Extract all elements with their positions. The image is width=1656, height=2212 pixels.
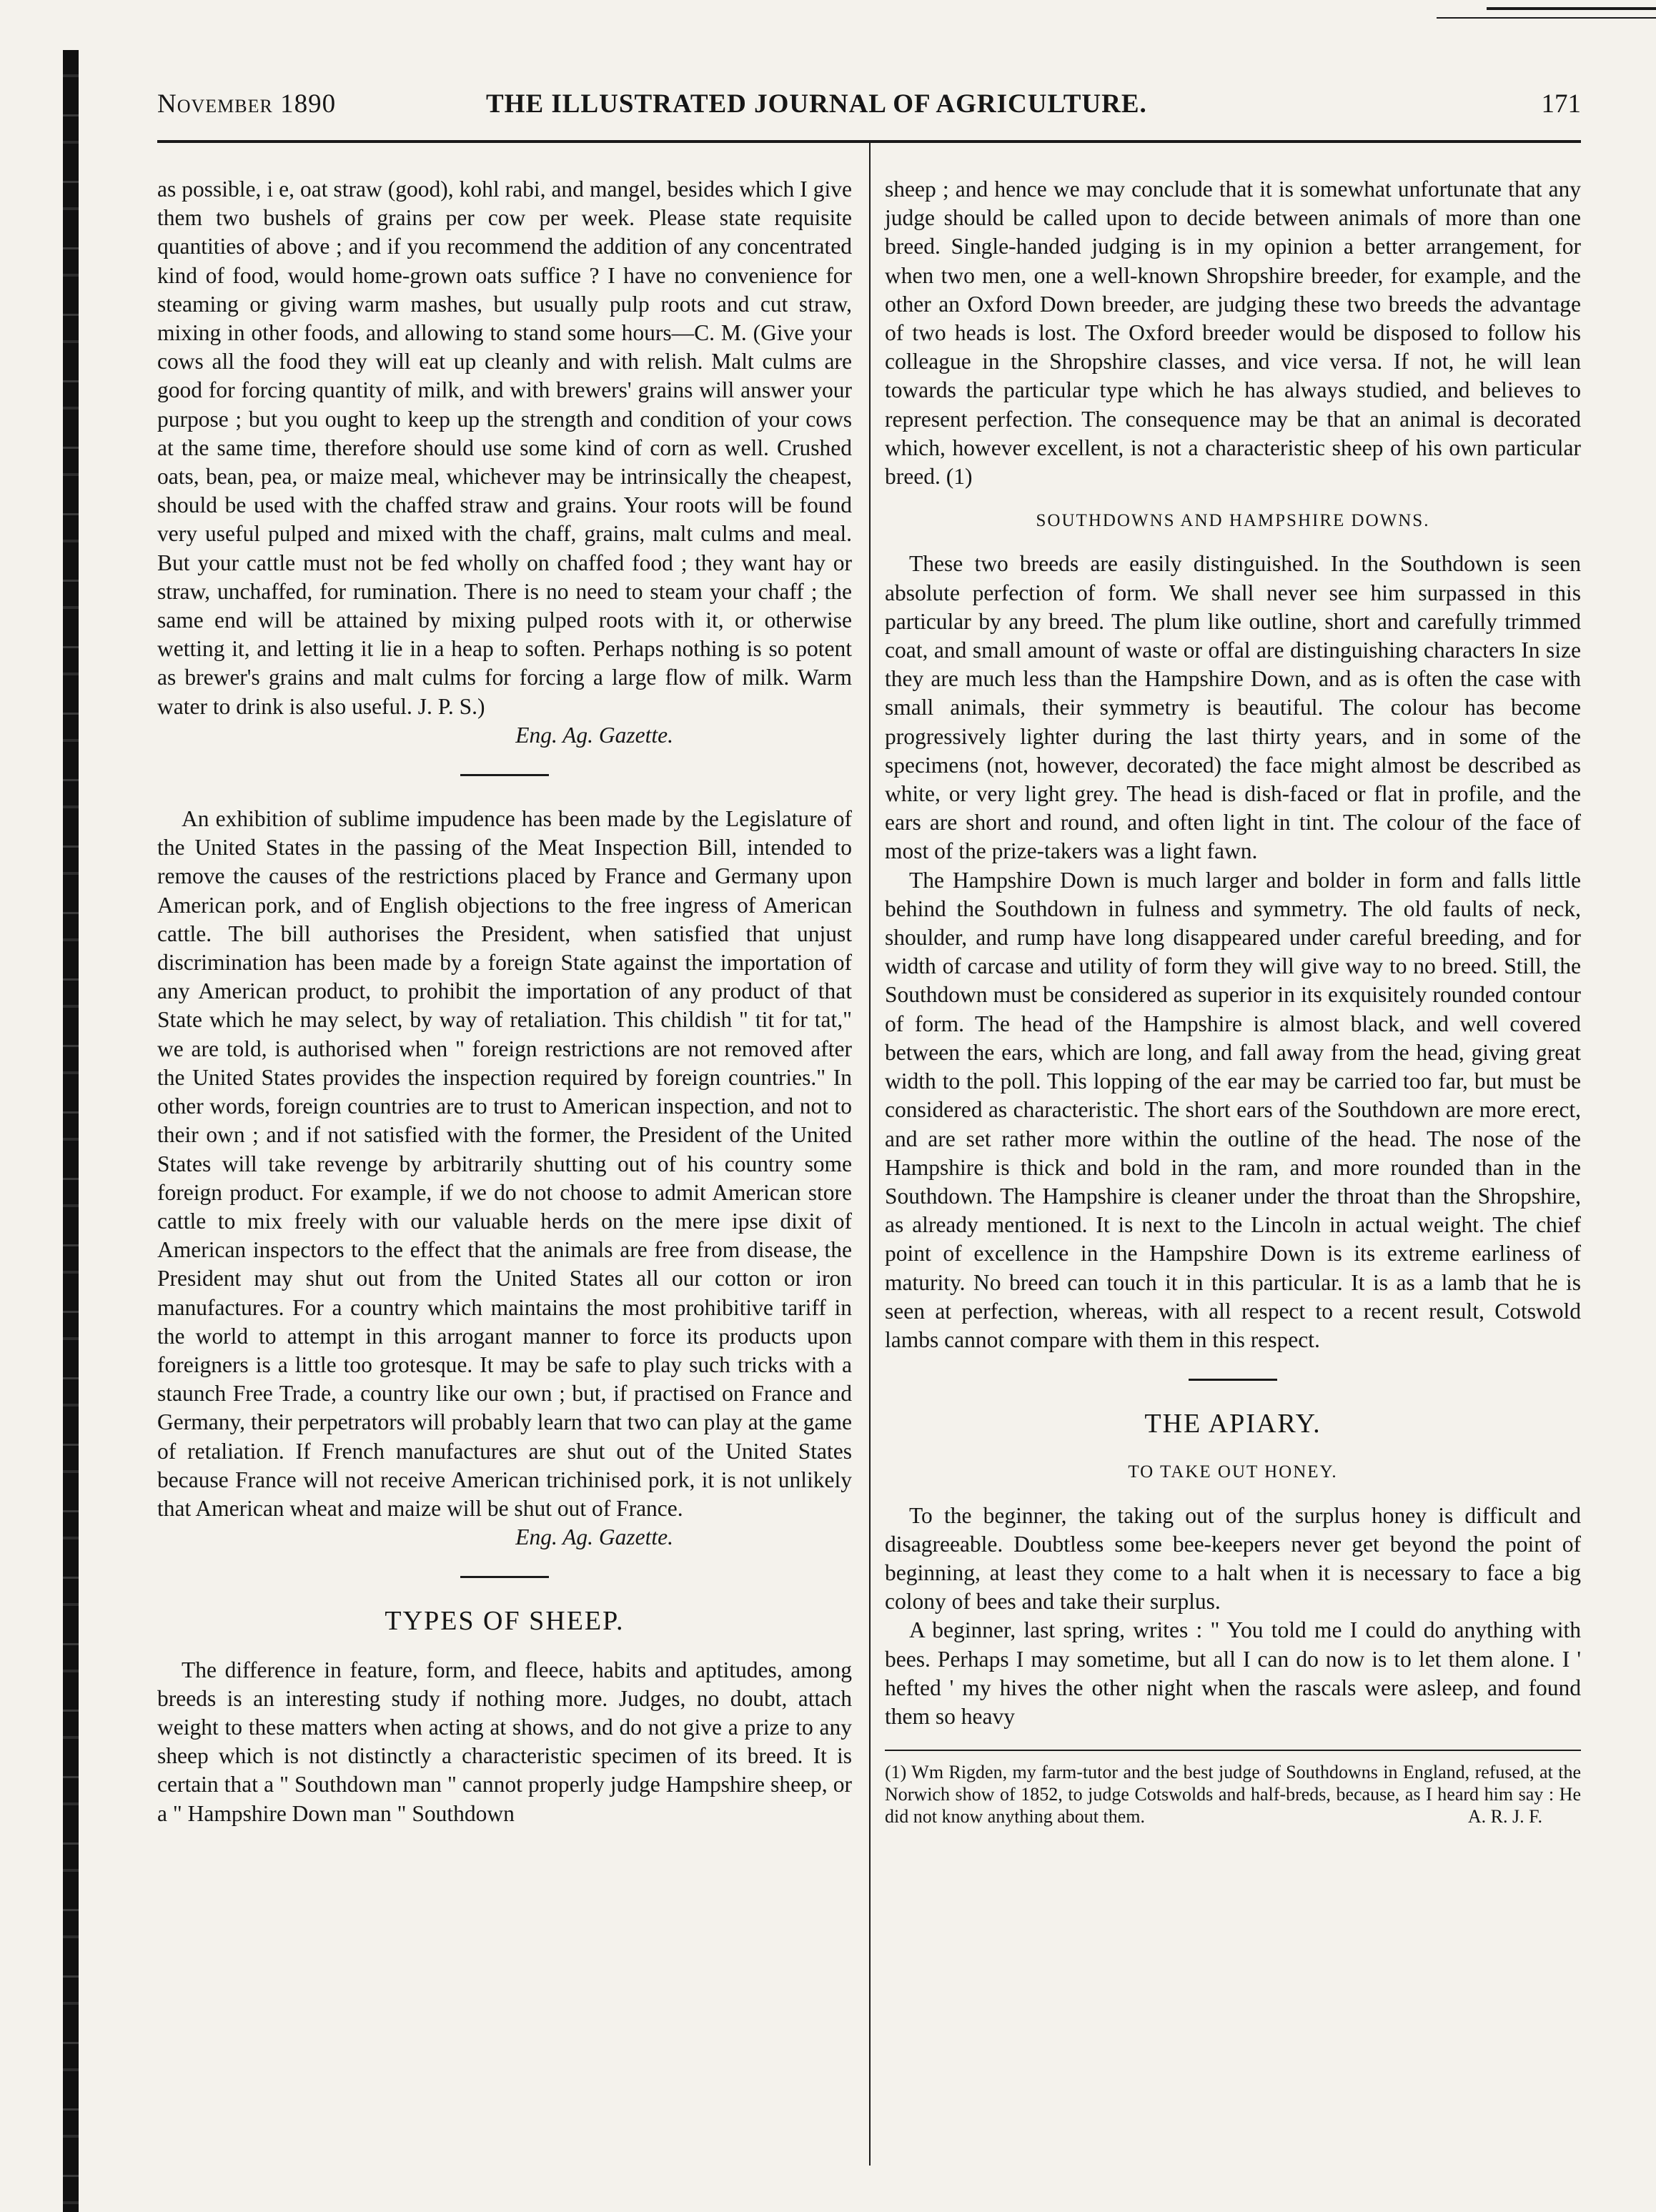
paragraph: An exhibition of sublime impudence has been made by the Legislature of the United States in the passing of the Meat Inspection Bill, intended to remove the causes of the restrictions placed by France and Germany upon American pork, and of English objections to the free ingress of American cattle. The bill authorises the President, when satisfied that unjust discrimination has been made by a foreign State against the importation of any American product, to prohibit the importation of any product of that State which he may select, by way of retaliation. This childish " tit for tat," we are told, is authorised when " foreign restrictions are not removed after the United States provides the inspection required by foreign countries." In other words, foreign countries are to trust to American inspection, and not to their own ; and if not satisfied with the former, the President of the United States will take revenge by arbitrarily shutting out of his country some foreign product. For example, if we do not choose to admit American store cattle to mix freely with our valuable herds on the mere ipse dixit of American inspectors to the effect that the animals are free from disease, the President may shut out from the United States all our cotton or iron manufactures. For a country which maintains the most prohibitive tariff in the world to attempt in this arrogant manner to force its products upon foreigners is a little too grotesque. It may be safe to play such tricks with a staunch Free Trade, a country like our own ; but, if practised on France and Germany, their perpetrators will probably learn that two can play at the game of retaliation. If French manufactures are shut out of the United States because France will not receive American trichinised pork, it is not unlikely that American wheat and maize will be shut out of France. [157,806,852,1521]
section-heading: TYPES OF SHEEP. [385,1606,625,1637]
section-separator [1189,1379,1277,1381]
paragraph: The Hampshire Down is much larger and bolder in form and falls little behind the Southdown in fulness and symmetry. The old faults of neck, shoulder, and rump have long disappeared under careful breeding, and for width of carcase and utility of form they will give way to no breed. Still, the Southdown must be considered as superior in its exquisitely rounded contour of form. The head of the Hampshire is almost black, and well covered between the ears, which are long, and fall away from the head, giving great width to the poll. This lopping of the ear may be carried too far, but must be considered as characteristic. The short ears of the Southdown are more erect, and are set rather more within the outline of the head. The nose of the Hampshire is thick and bold in the ram, and more rounded than in the Southdown. The Hampshire is cleaner under the throat than the Shropshire, as already mentioned. It is next to the Lincoln in actual weight. The chief point of excellence in the Hampshire Down is its extreme earliness of maturity. No breed can touch it in this particular. It is as a lamb that he is seen at perfection, whereas, with all respect to a recent result, Cotswold lambs cannot compare with them in this respect. [885,867,1581,1352]
page-header [157,84,1581,121]
paragraph: The difference in feature, form, and fleece, habits and aptitudes, among breeds is an interesting study if nothing more. Judges, no doubt, attach weight to these matters when acting at shows, and do not give a prize to any sheep which is not distinctly a characteristic specimen of its breed. It is certain that a " Southdown man " cannot properly judge Hampshire sheep, or a " Hampshire Down man " Southdown [157,1657,852,1826]
paragraph: as possible, i e, oat straw (good), kohl rabi, and mangel, besides which I give them two bushels of grains per cow per week. Please state requisite quantities of above ; and if you recommend the addition of any concentrated kind of food, would home-grown oats suffice ? I have no convenience for steaming or giving warm mashes, but usually pulp roots and cut straw, mixing in other foods, and allowing to stand some hours—C. M. (Give your cows all the food they will eat up cleanly and with relish. Malt culms are good for forcing quantity of milk, and with brewers' grains will answer your purpose ; but you ought to keep up the strength and condition of your cows at the same time, therefore should use some kind of corn as well. Crushed oats, bean, pea, or maize meal, whichever may be intrinsically the cheapest, should be used with the chaffed straw and grains. Your roots will be found very useful pulped and mixed with the chaff, grains, malt culms and meal. But your cattle must not be fed wholly on chaffed food ; they want hay or straw, unchaffed, for rumination. There is no need to steam your chaff ; the same end will be attained by mixing pulped roots with it, or otherwise wetting it, and letting it lie in a heap to soften. Perhaps nothing is so potent as brewer's grains and malt culms for forcing a large flow of milk. Warm water to drink is also useful. J. P. S.) [157,177,852,719]
binding-strip [63,50,79,2212]
page-number: 171 [1541,89,1581,119]
top-edge-rule [1487,7,1656,10]
footnote [885,1761,1581,1827]
footnote-text: (1) Wm Rigden, my farm-tutor and the best judge of Southdowns in England, refused, at the Norwich show of 1852, to judge Cotswolds and half-breds, because, as I heard him say : He did not know anything about them. [885,1762,1581,1827]
binding-edge [0,0,83,2212]
source-attribution: Eng. Ag. Gazette. [515,1524,673,1550]
right-column [885,175,1581,1827]
subsection-heading: TO TAKE OUT HONEY. [1128,1462,1338,1482]
paragraph: To the beginner, the taking out of the surplus honey is difficult and disagreeable. Doubtless some bee-keepers never get beyond the point of beginning, at least they come to a halt when it is necessary to face a big colony of bees and take their surplus. [885,1502,1581,1615]
left-column [157,175,852,1828]
section-separator [460,774,549,776]
top-edge-rule-2 [1437,17,1656,19]
footnote-rule [885,1750,1581,1751]
paragraph: sheep ; and hence we may conclude that it is somewhat unfortunate that any judge should be called upon to decide between animals of more than one breed. Single-handed judging is in my opinion a better arrangement, for when two men, one a well-known Shropshire breeder, for example, and the other an Oxford Down breeder, are judging these two breeds the advantage of two heads is lost. The Oxford breeder would be disposed to follow his colleague in the Shropshire classes, and vice versa. If not, he will lean towards the particular type which he has always studied, and believes to represent perfection. The consequence may be that an animal is decorated which, however excellent, is not a characteristic sheep of his own particular breed. (1) [885,177,1581,490]
paragraph: These two breeds are easily distinguished. In the Southdown is seen absolute perfection of form. We shall never see him surpassed in this particular by any breed. The plum like outline, short and carefully trimmed coat, and small amount of waste or offal are distinguishing characters In size they are much less than the Hampshire Down, and as is often the case with small animals, their symmetry is beautiful. The colour has become progressively lighter during the last thirty years, and in some of the specimens (not, however, decorated) the face might almost be described as white, or very light grey. The head is dish-faced or flat in profile, and the ears are short and round, and often light in tint. The colour of the face of most of the prize-takers was a light fawn. [885,551,1581,864]
section-heading: THE APIARY. [1144,1409,1322,1439]
column-divider [869,143,871,2166]
header-date: November 1890 [157,89,337,119]
source-attribution: Eng. Ag. Gazette. [515,722,673,748]
footnote-signature: A. R. J. F. [1467,1806,1542,1827]
paragraph: A beginner, last spring, writes : " You told me I could do anything with bees. Perhaps I may sometime, but all I can do now is to let them alone. I ' hefted ' my hives the other night when the rascals were asleep, and found them so heavy [885,1617,1581,1729]
journal-title: THE ILLUSTRATED JOURNAL OF AGRICULTURE. [486,89,1147,119]
subsection-heading: SOUTHDOWNS AND HAMPSHIRE DOWNS. [1036,511,1430,531]
section-separator [460,1576,549,1578]
